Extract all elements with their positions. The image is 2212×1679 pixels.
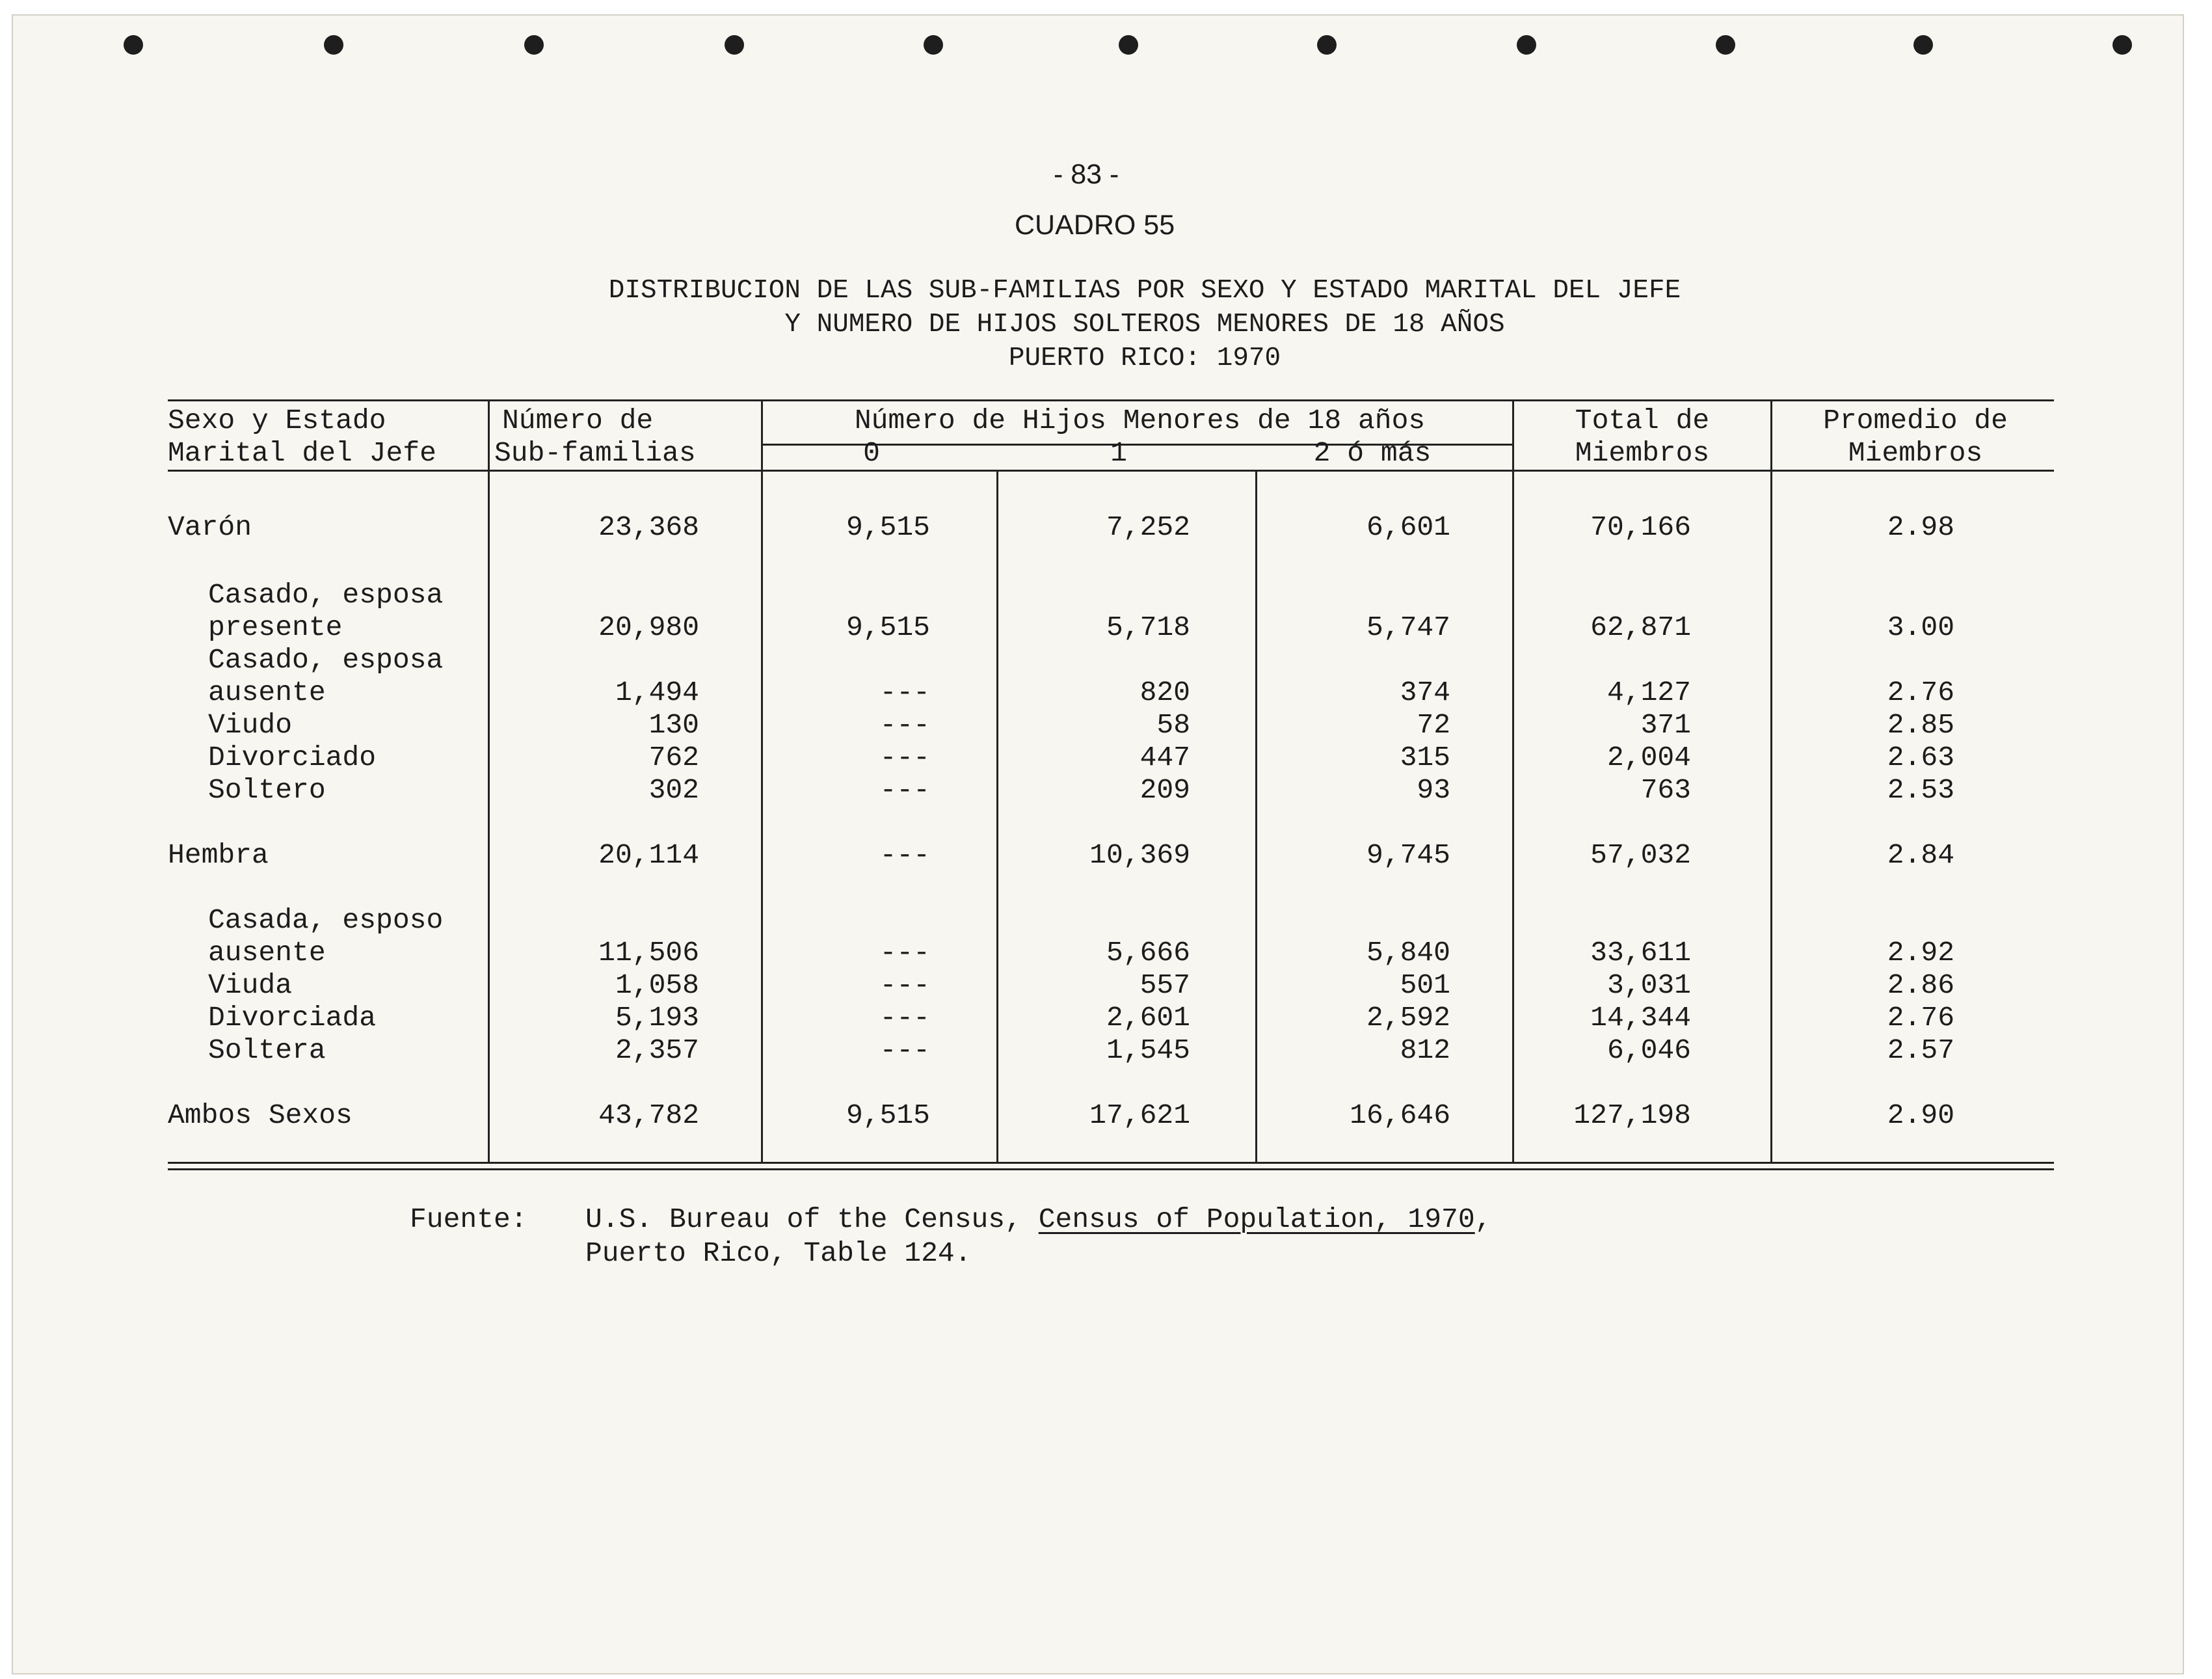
col-header-promedio: Promedio de [1823,405,2008,437]
col-header-subfamilias: Número de [502,405,654,437]
col-header-total: Miembros [1575,437,1710,469]
table-cell: 5,747 [1366,611,1450,643]
table-cell: 33,611 [1590,937,1691,969]
table-cell: 2.84 [1887,839,1954,871]
table-cell: 3.00 [1887,611,1954,643]
table-cell: 2.53 [1887,774,1954,806]
table-cell: 130 [648,709,699,741]
table-cell: 5,840 [1366,937,1450,969]
row-label: Divorciado [208,742,377,773]
table-cell: 2.98 [1887,511,1954,543]
row-label: Soltero [208,774,326,806]
row-label: ausente [208,937,326,969]
row-label: ausente [208,677,326,708]
table-cell: 209 [1139,774,1190,806]
col-header-total: Total de [1575,405,1710,437]
table-cell: --- [879,937,930,969]
row-label: Casado, esposa [208,644,444,676]
row-label: Casado, esposa [208,579,444,611]
table-cell: 315 [1400,742,1450,773]
table-cell: 447 [1139,742,1190,773]
table-bottom-rule [168,1162,2054,1164]
table-cell: 5,666 [1106,937,1190,969]
title-line-1: DISTRIBUCION DE LAS SUB-FAMILIAS POR SEXO Y ESTADO MARITAL DEL JEFE [608,276,1681,306]
table-cell: 93 [1417,774,1450,806]
table-cell: 23,368 [598,511,699,543]
row-label: Varón [168,511,252,543]
source-punctuation: , [1474,1203,1492,1235]
title-line-2: Y NUMERO DE HIJOS SOLTEROS MENORES DE 18 AÑOS [784,310,1505,340]
table-cell: 10,369 [1089,839,1190,871]
table-cell: --- [879,1034,930,1066]
column-divider [996,470,998,1162]
binder-hole [524,35,544,55]
table-cell: 6,046 [1606,1034,1691,1066]
table-cell: 5,193 [615,1002,699,1034]
binder-hole [1317,35,1337,55]
col-header-hijos-1: 1 [1110,437,1127,469]
row-label: Divorciada [208,1002,377,1034]
table-cell: 557 [1139,969,1190,1001]
table-cell: 762 [648,742,699,773]
table-cell: 70,166 [1590,511,1691,543]
row-label: Viuda [208,969,293,1001]
table-cell: 6,601 [1366,511,1450,543]
source-label: Fuente: [410,1203,527,1235]
table-cell: --- [879,1002,930,1034]
table-cell: 2.85 [1887,709,1954,741]
table-cell: 4,127 [1606,677,1691,708]
table-cell: 57,032 [1590,839,1691,871]
row-label: Casada, esposo [208,904,444,936]
binder-hole [1517,35,1536,55]
row-label: Ambos Sexos [168,1099,353,1131]
source-citation-line-2: Puerto Rico, Table 124. [585,1237,972,1269]
table-cell: 2.76 [1887,1002,1954,1034]
page-number: - 83 - [1054,159,1119,190]
table-cell: 2.92 [1887,937,1954,969]
table-cell: 2,357 [615,1034,699,1066]
table-cell: 2.86 [1887,969,1954,1001]
table-cell: 2.76 [1887,677,1954,708]
binder-hole [2112,35,2132,55]
table-cell: 16,646 [1350,1099,1450,1131]
binder-hole [725,35,744,55]
binder-hole [1119,35,1138,55]
table-cell: --- [879,774,930,806]
table-cell: 820 [1139,677,1190,708]
table-cell: 14,344 [1590,1002,1691,1034]
source-publication: Census of Population, 1970 [1038,1203,1475,1235]
table-cell: --- [879,839,930,871]
table-cell: 2.90 [1887,1099,1954,1131]
binder-hole [124,35,143,55]
column-divider [1512,401,1514,1162]
col-header-subfamilias: Sub-familias [494,437,696,469]
table-cell: 20,114 [598,839,699,871]
table-cell: 9,515 [846,511,930,543]
table-cell: --- [879,709,930,741]
document-page [12,14,2184,1674]
binder-hole [1913,35,1933,55]
table-cell: 43,782 [598,1099,699,1131]
row-label: Soltera [208,1034,326,1066]
table-cell: 17,621 [1089,1099,1190,1131]
table-id: CUADRO 55 [1015,209,1175,241]
table-cell: 501 [1400,969,1450,1001]
table-cell: 72 [1417,709,1450,741]
binder-hole [324,35,343,55]
source-citation [585,1203,1491,1235]
binder-hole [924,35,943,55]
table-cell: 62,871 [1590,611,1691,643]
title-line-3: PUERTO RICO: 1970 [1008,343,1281,373]
column-divider [1255,470,1257,1162]
table-bottom-rule [168,1168,2054,1170]
table-cell: 7,252 [1106,511,1190,543]
col-header-hijos-group: Número de Hijos Menores de 18 años [854,405,1426,437]
table-cell: 11,506 [598,937,699,969]
table-cell: --- [879,677,930,708]
table-cell: --- [879,969,930,1001]
table-cell: 5,718 [1106,611,1190,643]
table-cell: --- [879,742,930,773]
table-cell: 58 [1156,709,1190,741]
col-header-sexo: Sexo y Estado [168,405,386,437]
table-cell: 1,058 [615,969,699,1001]
col-header-sexo: Marital del Jefe [168,437,436,469]
table-cell: 127,198 [1573,1099,1691,1131]
table-cell: 1,494 [615,677,699,708]
column-divider [761,401,763,1162]
row-label: Viudo [208,709,293,741]
table-cell: 1,545 [1106,1034,1190,1066]
row-label: Hembra [168,839,269,871]
col-header-hijos-0: 0 [863,437,880,469]
table-cell: 2,004 [1606,742,1691,773]
table-cell: 2,592 [1366,1002,1450,1034]
row-label: presente [208,611,343,643]
table-cell: 9,515 [846,1099,930,1131]
table-cell: 9,515 [846,611,930,643]
table-cell: 302 [648,774,699,806]
table-cell: 2.57 [1887,1034,1954,1066]
table-cell: 371 [1640,709,1691,741]
col-header-hijos-2: 2 ó más [1313,437,1432,469]
col-header-promedio: Miembros [1848,437,1983,469]
table-cell: 812 [1400,1034,1450,1066]
source-agency: U.S. Bureau of the Census, [585,1203,1022,1235]
table-cell: 9,745 [1366,839,1450,871]
table-cell: 20,980 [598,611,699,643]
table-cell: 2,601 [1106,1002,1190,1034]
binder-hole [1716,35,1735,55]
table-cell: 2.63 [1887,742,1954,773]
column-divider [1770,401,1772,1162]
table-cell: 374 [1400,677,1450,708]
table-cell: 763 [1640,774,1691,806]
column-divider [488,401,490,1162]
table-cell: 3,031 [1606,969,1691,1001]
